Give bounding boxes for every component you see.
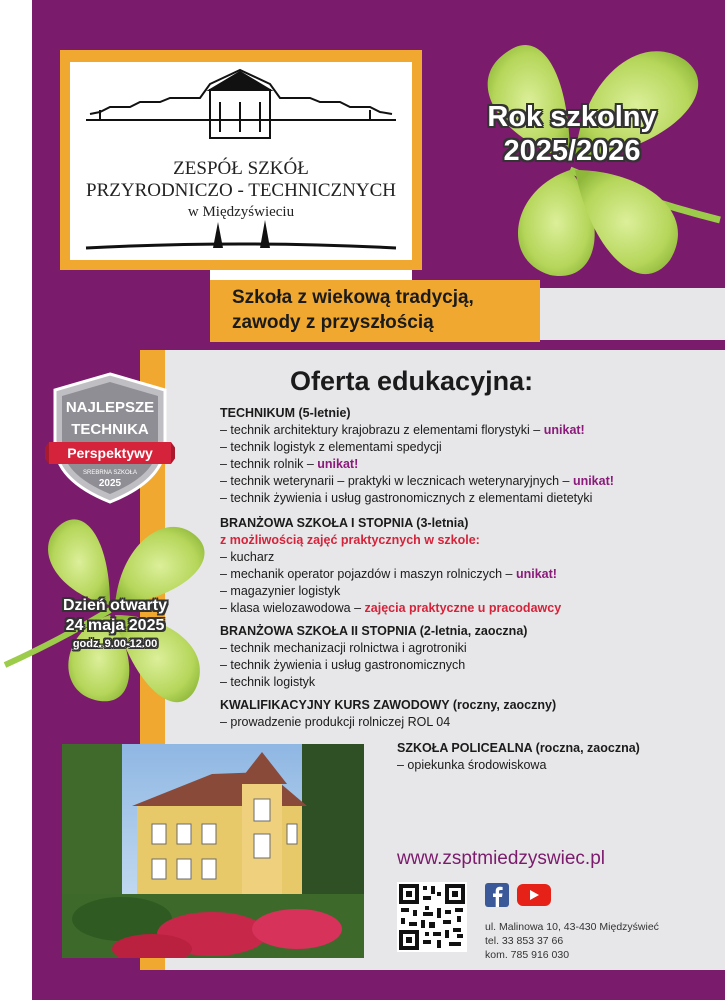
- school-year-label: [462, 100, 682, 168]
- purple-bottom-band: [32, 970, 725, 1000]
- list-item: [220, 456, 614, 473]
- section-branzowa-1: [220, 515, 561, 617]
- policealna-heading: SZKOŁA POLICEALNA (roczna, zaoczna): [397, 741, 640, 755]
- contact-address: [485, 920, 659, 962]
- item-text: – magazynier logistyk: [220, 584, 341, 598]
- list-item: [220, 566, 561, 583]
- section-kurs: [220, 697, 556, 731]
- kurs-heading: KWALIFIKACYJNY KURS ZAWODOWY (roczny, zaoczny): [220, 698, 557, 712]
- badge-ribbon: Perspektywy: [67, 445, 153, 461]
- grey-strip-right: [540, 288, 725, 340]
- branzowa1-subheading: z możliwością zajęć praktycznych w szkole:: [220, 533, 480, 547]
- school-building-photo: [62, 744, 364, 958]
- badge-line1: NAJLEPSZE: [65, 399, 155, 416]
- item-text: – technik architektury krajobrazu z elementami florystyki –: [220, 423, 544, 437]
- unique-note: unikat!: [317, 457, 359, 471]
- list-item: – technik mechanizacji rolnictwa i agrotroniki: [220, 641, 467, 655]
- item-text: – technik rolnik –: [220, 457, 318, 471]
- list-item: [220, 600, 561, 617]
- tagline-line1: Szkoła z wiekową tradycją,: [232, 287, 474, 308]
- school-name-line2: PRZYRODNICZO - TECHNICZNYCH: [86, 180, 396, 201]
- school-name-line1: ZESPÓŁ SZKÓŁ: [173, 158, 309, 179]
- item-text: – technik weterynarii – praktyki w lecznicach weterynaryjnych –: [220, 474, 573, 488]
- list-item: [220, 439, 614, 456]
- section-policealna: [397, 740, 640, 774]
- social-icons: [485, 882, 565, 908]
- branzowa2-heading: BRANŻOWA SZKOŁA II STOPNIA (2-letnia, zaoczna): [220, 624, 528, 638]
- unique-note: unikat!: [515, 567, 557, 581]
- purple-lower-left-band: [32, 270, 210, 350]
- list-item: [220, 490, 614, 507]
- list-item: – technik żywienia i usług gastronomicznych: [220, 658, 466, 672]
- item-text: – klasa wielozawodowa –: [220, 601, 365, 615]
- badge-year: 2025: [98, 478, 122, 489]
- list-item: – opiekunka środowiskowa: [397, 758, 547, 772]
- item-text: – kucharz: [220, 550, 275, 564]
- item-text: – mechanik operator pojazdów i maszyn rolniczych –: [220, 567, 516, 581]
- mobile-line: kom. 785 916 030: [485, 949, 570, 961]
- badge-line3: SREBRNA SZKOŁA: [82, 470, 138, 476]
- unique-note: unikat!: [572, 474, 614, 488]
- branzowa1-heading: BRANŻOWA SZKOŁA I STOPNIA (3-letnia): [220, 516, 469, 530]
- list-item: [220, 549, 561, 566]
- school-year-line2: 2025/2026: [503, 135, 641, 167]
- practice-note: zajęcia praktyczne u pracodawcy: [364, 601, 562, 615]
- youtube-icon[interactable]: [517, 884, 551, 906]
- list-item: [220, 473, 614, 490]
- website-link[interactable]: www.zsptmiedzyswiec.pl: [397, 848, 605, 869]
- tagline: [210, 280, 540, 342]
- item-text: – technik żywienia i usług gastronomicznych z elementami dietetyki: [220, 491, 593, 505]
- offer-title: Oferta edukacyjna:: [290, 366, 534, 396]
- unique-note: unikat!: [543, 423, 585, 437]
- phone-line: tel. 33 853 37 66: [485, 935, 564, 947]
- section-branzowa-2: [220, 623, 527, 691]
- purple-under-tagline: [210, 342, 725, 350]
- school-name-line3: w Międzyświeciu: [187, 204, 295, 220]
- address-line: ul. Malinowa 10, 43-430 Międzyświeć: [485, 921, 659, 933]
- qr-code-icon: [397, 882, 467, 952]
- list-item: [220, 422, 614, 439]
- item-text: – technik logistyk z elementami spedycji: [220, 440, 442, 454]
- tagline-line2: zawody z przyszłością: [232, 312, 434, 333]
- badge-line2: TECHNIKA: [71, 421, 149, 438]
- open-day-label: [40, 596, 190, 652]
- section-technikum: [220, 405, 614, 507]
- list-item: [220, 583, 561, 600]
- perspektywy-badge-icon: [45, 372, 175, 504]
- school-logo: [70, 62, 412, 260]
- list-item: – prowadzenie produkcji rolniczej ROL 04: [220, 715, 451, 729]
- list-item: – technik logistyk: [220, 675, 316, 689]
- school-year-line1: Rok szkolny: [487, 101, 657, 133]
- social-links: [485, 882, 565, 913]
- facebook-icon[interactable]: [485, 883, 509, 907]
- technikum-heading: TECHNIKUM (5-letnie): [220, 406, 351, 420]
- open-day-line1: Dzień otwarty: [62, 597, 167, 614]
- open-day-line2: 24 maja 2025: [65, 617, 165, 634]
- open-day-line3: godz. 9.00-12.00: [72, 638, 158, 650]
